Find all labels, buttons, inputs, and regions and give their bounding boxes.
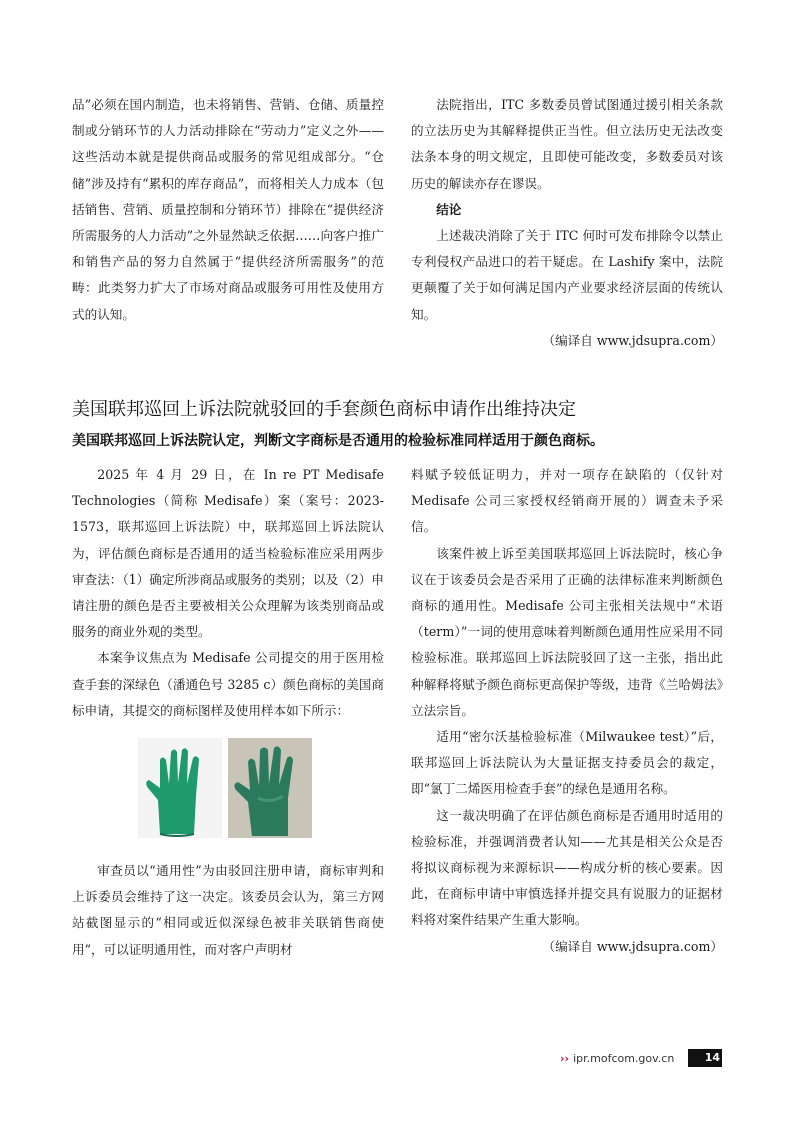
- body-paragraph: 2025 年 4 月 29 日，在 In re PT Medisafe Technologies（简称 Medisafe）案（案号：2023-1573，联邦巡回上诉法院）中，联邦巡回上诉法院认为，评估颜色商标是否通用的适当检验标准应采用两步审查法：（1）确定所涉商品或服务的类别；以及（2）申请注册的颜色是否主要被相关公众理解为该类别商品或服务的商业外观的类型。: [72, 467, 384, 640]
- body-paragraph: 料赋予较低证明力，并对一项存在缺陷的（仅针对 Medisafe 公司三家授权经销商开展的）调查未予采信。: [411, 467, 723, 535]
- body-paragraph: 法院指出，ITC 多数委员曾试图通过援引相关条款的立法历史为其解释提供正当性。但立法历史无法改变法条本身的明文规定，且即使可能改变，多数委员对该历史的解读亦存在谬误。: [411, 97, 723, 191]
- body-paragraph: 适用“密尔沃基检验标准（Milwaukee test）”后，联邦巡回上诉法院认为大量证据支持委员会的裁定，即“氯丁二烯医用检查手套”的绿色是通用名称。: [411, 729, 723, 797]
- page-number: 14: [688, 1049, 722, 1067]
- green-glove-drawing-image: [138, 738, 222, 838]
- article-right-column: [411, 462, 723, 960]
- green-glove-photo-image: [228, 738, 312, 838]
- chevron-right-icon: ››: [560, 1052, 570, 1065]
- body-paragraph: 上述裁决消除了关于 ITC 何时可发布排除令以禁止专利侵权产品进口的若干疑虑。在 Lashify 案中，法院更颠覆了关于如何满足国内产业要求经济层面的传统认知。: [411, 228, 723, 322]
- article-title: 美国联邦巡回上诉法院就驳回的手套颜色商标申请作出维持决定: [72, 399, 576, 420]
- source-note: （编译自 www.jdsupra.com）: [542, 938, 723, 954]
- glove-icon: [228, 738, 312, 838]
- body-paragraph: 这一裁决明确了在评估颜色商标是否通用时适用的检验标准，并强调消费者认知——尤其是相关公众是否将拟议商标视为来源标识——构成分析的核心要素。因此，在商标申请中审慎选择并提交具有说服力的证据材料将对案件结果产生重大影响。: [411, 807, 723, 928]
- article-left-column: [72, 462, 384, 963]
- section-heading-conclusion: 结论: [436, 201, 462, 217]
- source-note: （编译自 www.jdsupra.com）: [542, 332, 723, 348]
- article-subtitle: 美国联邦巡回上诉法院认定，判断文字商标是否通用的检验标准同样适用于颜色商标。: [72, 433, 604, 449]
- glove-icon: [138, 738, 222, 838]
- body-paragraph: 该案件被上诉至美国联邦巡回上诉法院时，核心争议在于该委员会是否采用了正确的法律标准来判断颜色商标的通用性。Medisafe 公司主张相关法规中“术语（term）”一词的使用意味着判断颜色通用性应采用不同检验标准。联邦巡回上诉法院驳回了这一主张，指出此种解释将赋予颜色商标更高保护等级，违背《兰哈姆法》立法宗旨。: [411, 545, 723, 718]
- body-paragraph: 品”必须在国内制造，也未将销售、营销、仓储、质量控制或分销环节的人力活动排除在“劳动力”定义之外——这些活动本就是提供商品或服务的常见组成部分。“仓储”涉及持有“累积的库存商品”，而将相关人力成本（包括销售、营销、质量控制和分销环节）排除在“提供经济所需服务的人力活动”之外显然缺乏依据……向客户推广和销售产品的努力自然属于“提供经济所需服务”的范畴：此类努力扩大了市场对商品或服务可用性及使用方式的认知。: [72, 97, 384, 322]
- top-left-column: [72, 92, 384, 328]
- footer-url-text: ipr.mofcom.gov.cn: [573, 1052, 675, 1065]
- trademark-specimen-images: [72, 738, 384, 846]
- body-paragraph: 本案争议焦点为 Medisafe 公司提交的用于医用检查手套的深绿色（潘通色号 3285 c）颜色商标的美国商标申请，其提交的商标图样及使用样本如下所示：: [72, 650, 384, 718]
- top-right-column: [411, 92, 723, 354]
- body-paragraph: 审查员以“通用性”为由驳回注册申请，商标审判和上诉委员会维持了这一决定。该委员会认为，第三方网站截图显示的“相同或近似深绿色被非关联销售商使用”，可以证明通用性，而对客户声明材: [72, 863, 384, 957]
- footer-website[interactable]: [560, 1052, 674, 1065]
